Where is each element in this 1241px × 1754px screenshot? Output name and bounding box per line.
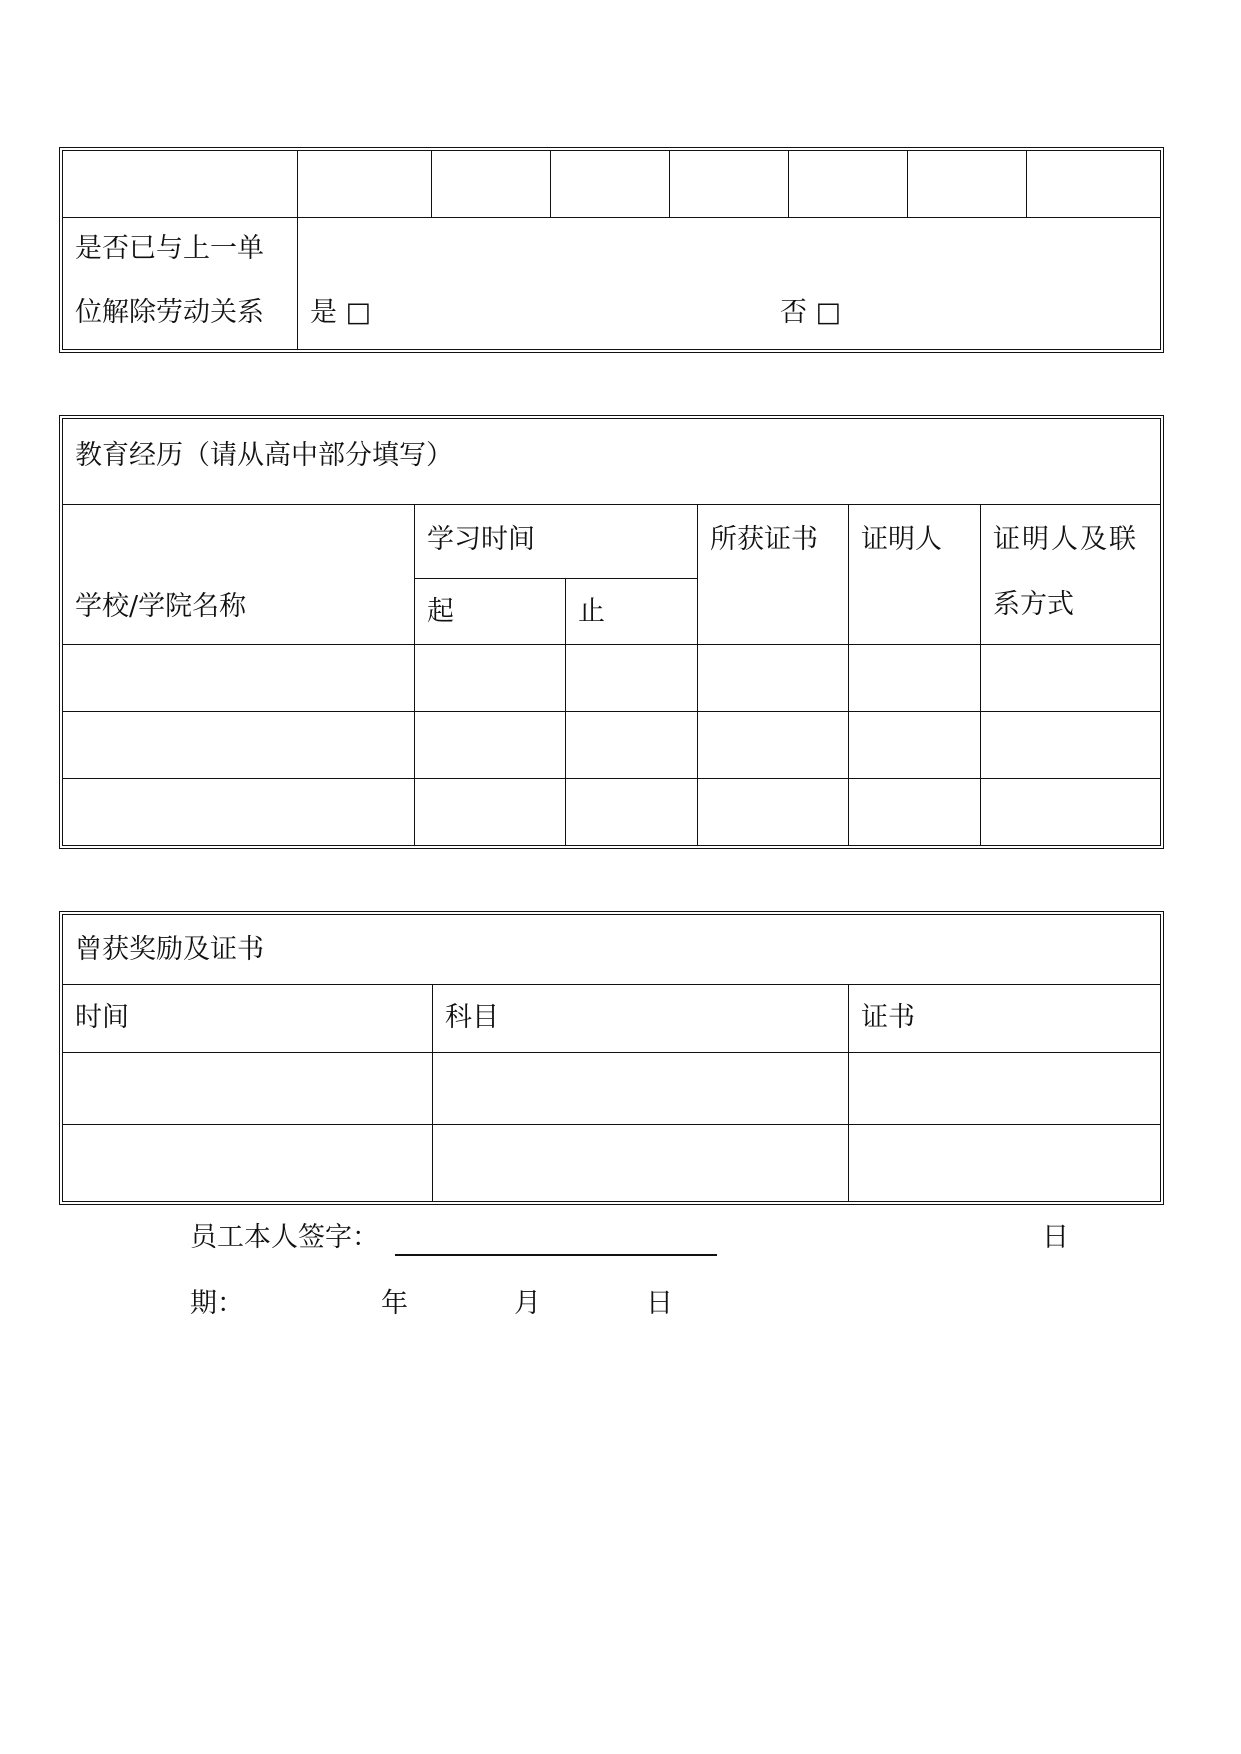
labor-relation-label-line1: 是否已与上一单	[75, 233, 264, 264]
certificate-cell[interactable]	[849, 1125, 1161, 1202]
blank-cell[interactable]	[298, 151, 432, 218]
table-row	[63, 505, 1161, 579]
witness-contact-line1: 证明人及联	[993, 524, 1138, 555]
labor-relation-label	[63, 218, 298, 350]
witness-contact-cell[interactable]	[981, 779, 1161, 846]
witness-cell[interactable]	[849, 645, 981, 712]
from-header: 起	[415, 579, 566, 645]
table-row	[63, 985, 1161, 1053]
month-label: 月	[514, 1288, 541, 1319]
blank-cell[interactable]	[908, 151, 1027, 218]
certificate-cell[interactable]	[698, 712, 849, 779]
witness-header: 证明人	[849, 505, 981, 645]
blank-cell[interactable]	[1027, 151, 1161, 218]
table-row	[63, 419, 1161, 505]
certificate-header: 证书	[849, 985, 1161, 1053]
table-row	[63, 712, 1161, 779]
awards-table	[62, 914, 1161, 1202]
to-cell[interactable]	[566, 779, 698, 846]
certificate-cell[interactable]	[698, 645, 849, 712]
blank-cell[interactable]	[63, 151, 298, 218]
to-cell[interactable]	[566, 712, 698, 779]
to-cell[interactable]	[566, 645, 698, 712]
witness-contact-cell[interactable]	[981, 645, 1161, 712]
table-row	[63, 1053, 1161, 1125]
awards-title: 曾获奖励及证书	[63, 915, 1161, 985]
blank-cell[interactable]	[789, 151, 908, 218]
previous-employment-table	[62, 150, 1161, 350]
signature-line[interactable]	[395, 1254, 717, 1256]
witness-cell[interactable]	[849, 779, 981, 846]
subject-cell[interactable]	[433, 1125, 849, 1202]
date-label-part2: 期：	[190, 1288, 244, 1319]
certificate-cell[interactable]	[849, 1053, 1161, 1125]
table-row	[63, 779, 1161, 846]
table-row	[63, 218, 1161, 350]
day-label: 日	[646, 1288, 673, 1319]
table-row	[63, 1125, 1161, 1202]
certificate-header: 所获证书	[698, 505, 849, 645]
no-checkbox[interactable]: 否 □	[780, 297, 842, 328]
from-cell[interactable]	[415, 779, 566, 846]
to-header: 止	[566, 579, 698, 645]
from-cell[interactable]	[415, 645, 566, 712]
labor-relation-options	[298, 218, 1161, 350]
date-label-part1: 日	[1042, 1222, 1069, 1253]
education-title: 教育经历（请从高中部分填写）	[63, 419, 1161, 505]
yes-checkbox[interactable]: 是 □	[310, 297, 372, 328]
time-cell[interactable]	[63, 1053, 433, 1125]
subject-header: 科目	[433, 985, 849, 1053]
school-cell[interactable]	[63, 645, 415, 712]
school-header	[63, 505, 415, 645]
blank-cell[interactable]	[670, 151, 789, 218]
from-cell[interactable]	[415, 712, 566, 779]
subject-cell[interactable]	[433, 1053, 849, 1125]
study-time-header: 学习时间	[415, 505, 698, 579]
labor-relation-label-line2: 位解除劳动关系	[75, 297, 264, 328]
education-table	[62, 418, 1161, 846]
school-header-label: 学校/学院名称	[75, 591, 247, 622]
year-label: 年	[381, 1288, 408, 1319]
blank-cell[interactable]	[551, 151, 670, 218]
witness-contact-line2: 系方式	[993, 589, 1074, 620]
witness-contact-cell[interactable]	[981, 712, 1161, 779]
signature-label: 员工本人签字：	[190, 1222, 379, 1253]
time-cell[interactable]	[63, 1125, 433, 1202]
school-cell[interactable]	[63, 712, 415, 779]
witness-contact-header	[981, 505, 1161, 645]
table-row	[63, 645, 1161, 712]
table-row	[63, 915, 1161, 985]
table-row	[63, 151, 1161, 218]
witness-cell[interactable]	[849, 712, 981, 779]
time-header: 时间	[63, 985, 433, 1053]
certificate-cell[interactable]	[698, 779, 849, 846]
school-cell[interactable]	[63, 779, 415, 846]
blank-cell[interactable]	[432, 151, 551, 218]
